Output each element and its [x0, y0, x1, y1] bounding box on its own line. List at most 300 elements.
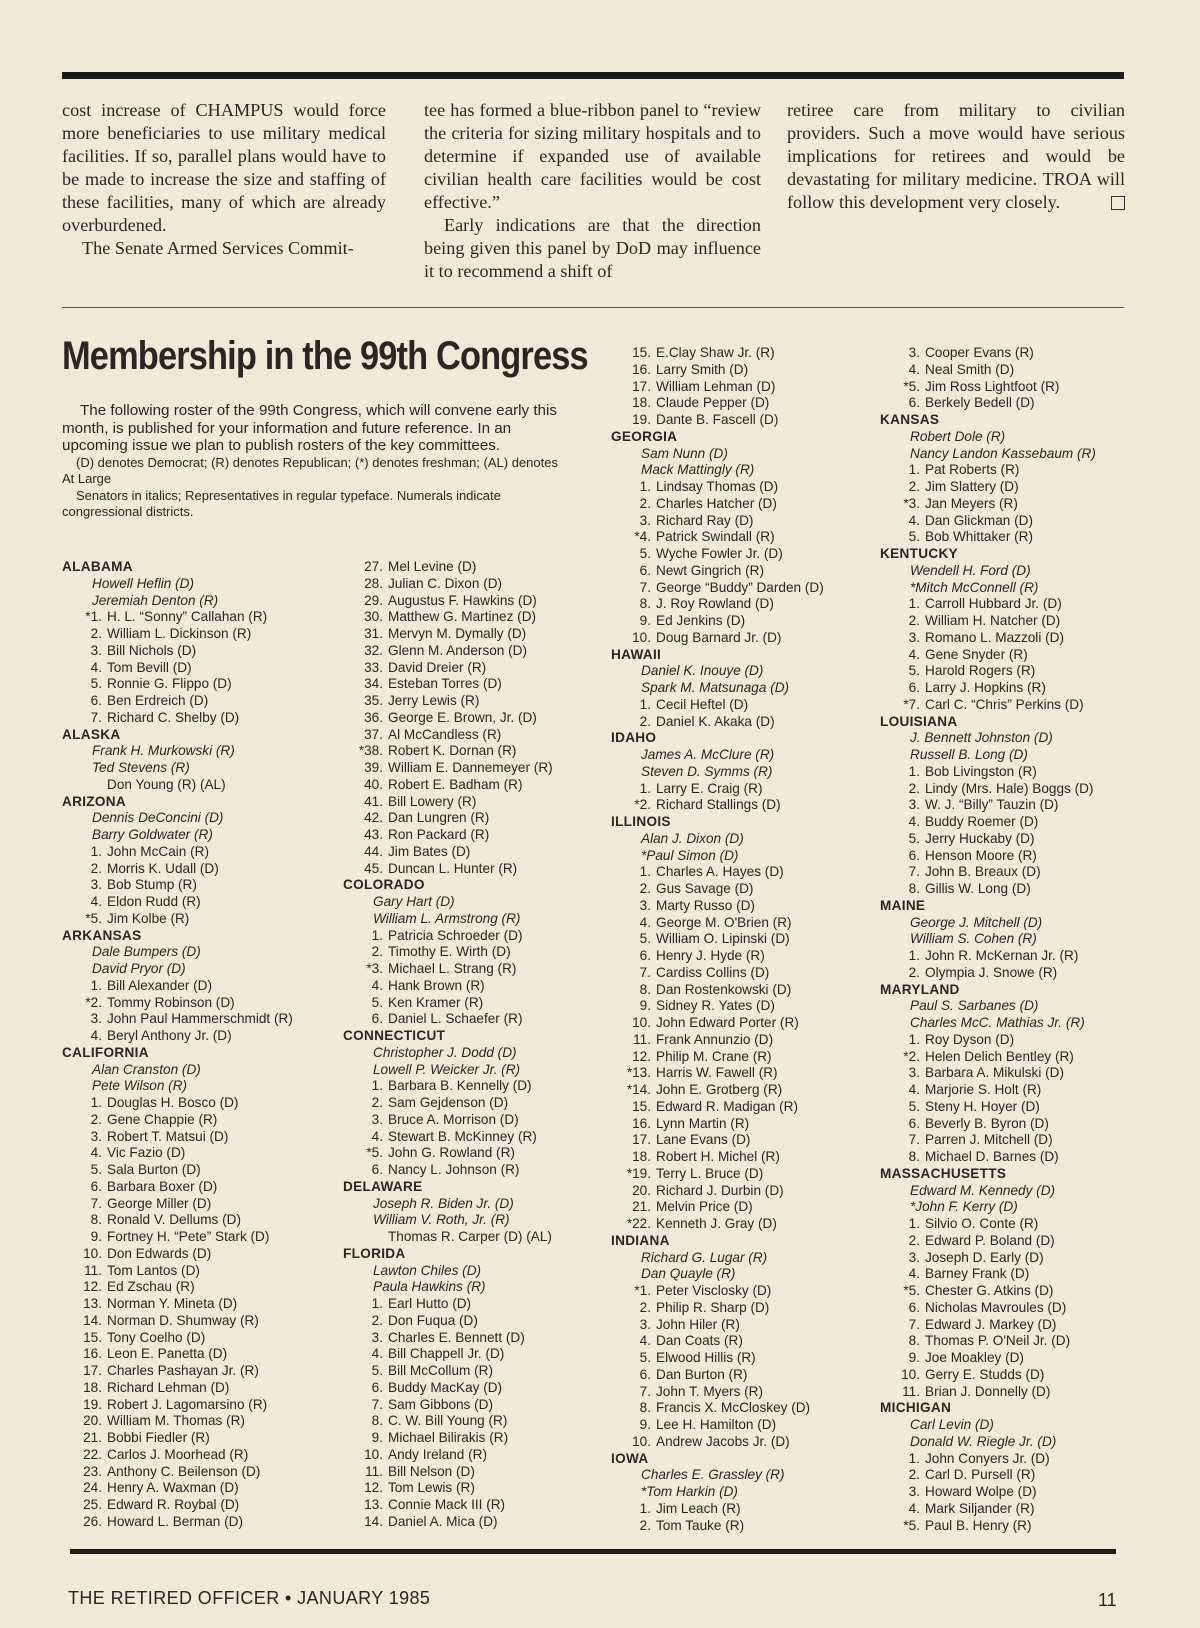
representative-entry: [880, 663, 1130, 680]
representative-entry: [880, 1317, 1130, 1334]
district-number: 5.: [639, 546, 651, 561]
representative-name: Edward R. Roybal (D): [107, 1497, 240, 1512]
representative-entry: [611, 1149, 886, 1166]
district-number: 8.: [639, 981, 651, 997]
representative-name: C. W. Bill Young (R): [388, 1413, 508, 1429]
representative-entry: [343, 861, 605, 878]
section-divider: [62, 307, 1124, 308]
district-number: 3.: [90, 1128, 102, 1144]
representative-entry: [611, 362, 886, 379]
article-paragraph: cost increase of CHAMPUS would force more beneficiaries to use military medical facilities. If so, parallel plans would have to be made to increase the size and staffing of these facilities, many of which are already overburdened.: [62, 100, 386, 235]
representative-name: Sam Gejdenson (D): [388, 1095, 509, 1110]
representative-entry: [880, 831, 1130, 848]
district-number: 20.: [83, 1413, 102, 1429]
senator-entry: Lawton Chiles (D): [373, 1262, 482, 1278]
representative-name: Henry A. Waxman (D): [107, 1480, 239, 1496]
district-number: *4.: [634, 529, 651, 545]
representative-name: Vic Fazio (D): [107, 1145, 186, 1161]
representative-entry: [880, 1518, 1130, 1535]
district-number: 21.: [83, 1430, 102, 1445]
representative-entry: [62, 1480, 347, 1497]
district-number: 10.: [632, 1433, 651, 1449]
representative-entry: [880, 864, 1130, 881]
district-number: 14.: [83, 1312, 102, 1328]
representative-entry: [611, 881, 886, 898]
district-number: 3.: [908, 1065, 920, 1081]
district-number: 5.: [908, 830, 920, 846]
representative-name: Ronald V. Dellums (D): [107, 1212, 241, 1228]
district-number: 8.: [908, 1333, 920, 1349]
district-number: 2.: [908, 1232, 920, 1248]
representative-name: Robert T. Matsui (D): [107, 1128, 229, 1144]
representative-entry: [62, 1330, 347, 1347]
representative-entry: [611, 1367, 886, 1384]
representative-entry: [611, 513, 886, 530]
representative-entry: [611, 697, 886, 714]
state-heading: MARYLAND: [880, 981, 960, 997]
district-number: 4.: [908, 1500, 920, 1516]
representative-name: Matthew G. Martinez (D): [388, 609, 537, 625]
representative-entry: [62, 1263, 347, 1280]
representative-name: George M. O'Brien (R): [656, 914, 792, 930]
representative-name: Norman Y. Mineta (D): [107, 1296, 238, 1311]
representative-name: Bill Lowery (R): [388, 793, 477, 809]
representative-entry: [62, 1145, 347, 1162]
representative-name: Harris W. Fawell (R): [656, 1065, 778, 1081]
district-number: 2.: [639, 881, 651, 896]
district-number: 7.: [908, 864, 920, 880]
representative-name: Michael L. Strang (R): [388, 961, 517, 976]
district-number: 34.: [364, 676, 383, 692]
senator-entry: J. Bennett Johnston (D): [910, 730, 1053, 746]
representative-entry: [62, 995, 347, 1012]
district-number: *1.: [634, 1283, 651, 1298]
district-number: 2.: [639, 713, 651, 729]
representative-entry: [343, 1413, 605, 1430]
representative-name: Mark Siljander (R): [925, 1500, 1035, 1516]
issue-date: JANUARY 1985: [297, 1588, 431, 1608]
representative-name: Dan Burton (R): [656, 1366, 748, 1382]
senator-entry: Edward M. Kennedy (D): [910, 1182, 1056, 1198]
district-number: 45.: [364, 860, 383, 876]
representative-name: Mel Levine (D): [388, 559, 477, 574]
representative-entry: [611, 1082, 886, 1099]
representative-entry: [62, 777, 347, 794]
district-number: 3.: [639, 1316, 651, 1332]
representative-name: Hank Brown (R): [388, 977, 485, 993]
representative-name: Terry L. Bruce (D): [656, 1165, 764, 1181]
district-number: 7.: [908, 1132, 920, 1148]
representative-name: Bruce A. Morrison (D): [388, 1111, 519, 1127]
district-number: 3.: [90, 642, 102, 658]
district-number: 37.: [364, 726, 383, 742]
representative-entry: [62, 1162, 347, 1179]
representative-entry: [62, 1095, 347, 1112]
district-number: *13.: [626, 1065, 651, 1081]
state-heading: KENTUCKY: [880, 546, 958, 561]
district-number: 17.: [632, 1132, 651, 1148]
district-number: 10.: [632, 1015, 651, 1030]
representative-name: Roy Dyson (D): [925, 1031, 1015, 1047]
representative-entry: [343, 1430, 605, 1447]
representative-entry: [343, 1464, 605, 1481]
district-number: *2.: [903, 1048, 920, 1064]
representative-name: Carl C. “Chris” Perkins (D): [925, 696, 1084, 712]
representative-name: John Hiler (R): [656, 1316, 740, 1332]
district-number: 4.: [90, 894, 102, 909]
representative-entry: [62, 1497, 347, 1514]
district-number: [62, 777, 102, 794]
district-number: 2.: [639, 495, 651, 511]
representative-entry: [880, 1032, 1130, 1049]
representative-name: Edward P. Boland (D): [925, 1232, 1055, 1248]
district-number: 5.: [908, 1098, 920, 1114]
publication-name: THE RETIRED OFFICER: [68, 1588, 280, 1608]
district-number: 5.: [371, 994, 383, 1010]
representative-entry: [611, 948, 886, 965]
representative-name: Carroll Hubbard Jr. (D): [925, 596, 1062, 612]
representative-name: Charles A. Hayes (D): [656, 864, 784, 880]
senator-entry: *Mitch McConnell (R): [910, 579, 1039, 595]
senator-entry: Alan Cranston (D): [92, 1061, 201, 1077]
district-number: 29.: [364, 592, 383, 608]
senator-entry: Richard G. Lugar (R): [641, 1249, 768, 1265]
representative-entry: [62, 676, 347, 693]
district-number: 3.: [371, 1329, 383, 1345]
representative-name: Buddy MacKay (D): [388, 1379, 503, 1395]
representative-entry: [611, 580, 886, 597]
representative-entry: [62, 1212, 347, 1229]
representative-name: J. Roy Rowland (D): [656, 596, 774, 612]
representative-name: Richard J. Durbin (D): [656, 1182, 784, 1198]
representative-name: Barney Frank (D): [925, 1266, 1030, 1282]
representative-name: Ben Erdreich (D): [107, 693, 209, 708]
district-number: 6.: [90, 693, 102, 708]
representative-name: Augustus F. Hawkins (D): [388, 592, 537, 608]
representative-name: John B. Breaux (D): [925, 864, 1041, 880]
representative-name: Harold Rogers (R): [925, 663, 1036, 679]
district-number: 7.: [90, 709, 102, 725]
representative-entry: [343, 1380, 605, 1397]
district-number: *2.: [634, 797, 651, 813]
representative-entry: [611, 998, 886, 1015]
representative-entry: [343, 1129, 605, 1146]
representative-entry: [611, 898, 886, 915]
state-heading: COLORADO: [343, 877, 425, 893]
senator-entry: Mack Mattingly (R): [641, 462, 755, 478]
representative-name: William M. Thomas (R): [107, 1413, 245, 1429]
representative-name: H. L. “Sonny” Callahan (R): [107, 609, 268, 625]
senator-entry: Paul S. Sarbanes (D): [910, 998, 1039, 1014]
bottom-rule: [70, 1549, 1116, 1554]
representative-name: George E. Brown, Jr. (D): [388, 709, 537, 725]
representative-entry: [880, 462, 1130, 479]
district-number: 3.: [908, 1249, 920, 1265]
district-number: 18.: [83, 1379, 102, 1395]
state-heading: IOWA: [611, 1450, 649, 1466]
representative-name: Gene Chappie (R): [107, 1111, 218, 1127]
representative-name: Richard Lehman (D): [107, 1379, 230, 1395]
representative-name: Charles Hatcher (D): [656, 495, 777, 511]
district-number: 14.: [364, 1513, 383, 1529]
district-number: 9.: [908, 1350, 920, 1365]
district-number: 1.: [371, 927, 383, 943]
district-number: 8.: [639, 1400, 651, 1416]
representative-entry: [611, 1417, 886, 1434]
representative-entry: [343, 827, 605, 844]
district-number: 15.: [632, 345, 651, 360]
state-heading: ARKANSAS: [62, 927, 142, 943]
representative-name: Sam Gibbons (D): [388, 1396, 494, 1412]
senator-entry: Pete Wilson (R): [92, 1078, 188, 1094]
representative-name: Ken Kramer (R): [388, 994, 484, 1010]
representative-name: Ed Jenkins (D): [656, 613, 746, 628]
representative-name: Timothy E. Wirth (D): [388, 944, 511, 960]
senator-entry: Russell B. Long (D): [910, 747, 1028, 762]
representative-name: Lindy (Mrs. Hale) Boggs (D): [925, 780, 1094, 796]
representative-entry: [880, 596, 1130, 613]
representative-name: Daniel A. Mica (D): [388, 1513, 498, 1529]
district-number: 7.: [639, 964, 651, 980]
representative-entry: [62, 660, 347, 677]
representative-entry: [343, 1480, 605, 1497]
representative-name: William Lehman (D): [656, 378, 776, 394]
representative-name: Jim Kolbe (R): [107, 910, 190, 926]
representative-name: Thomas P. O'Neil Jr. (D): [925, 1333, 1071, 1349]
representative-entry: [611, 1199, 886, 1216]
state-heading: IDAHO: [611, 730, 657, 746]
representative-name: Bill Nichols (D): [107, 642, 197, 658]
state-heading: ARIZONA: [62, 793, 127, 809]
representative-entry: [611, 1400, 886, 1417]
representative-entry: [611, 1116, 886, 1133]
district-number: 6.: [371, 1011, 383, 1027]
representative-entry: [611, 1350, 886, 1367]
district-number: 2.: [371, 944, 383, 960]
representative-entry: [880, 1367, 1130, 1384]
representative-name: Larry J. Hopkins (R): [925, 680, 1046, 695]
representative-entry: [611, 1317, 886, 1334]
roster-column-2: [343, 559, 605, 1531]
district-number: 2.: [908, 964, 920, 980]
district-number: 2.: [908, 1467, 920, 1483]
district-number: 43.: [364, 827, 383, 842]
representative-name: Beryl Anthony Jr. (D): [107, 1028, 232, 1043]
senator-entry: Dennis DeConcini (D): [92, 810, 224, 826]
representative-entry: [880, 1333, 1130, 1350]
representative-entry: [611, 395, 886, 412]
representative-entry: [611, 563, 886, 580]
representative-entry: [343, 643, 605, 660]
representative-entry: [611, 797, 886, 814]
representative-entry: [880, 1501, 1130, 1518]
representative-name: Marty Russo (D): [656, 897, 755, 913]
representative-entry: [343, 576, 605, 593]
district-number: 16.: [632, 1115, 651, 1131]
representative-entry: [611, 982, 886, 999]
representative-name: Daniel L. Schaefer (R): [388, 1011, 523, 1027]
representative-name: Kenneth J. Gray (D): [656, 1216, 777, 1231]
district-number: 18.: [632, 395, 651, 411]
district-number: 10.: [632, 629, 651, 645]
representative-name: Carlos J. Moorhead (R): [107, 1446, 249, 1462]
representative-entry: [343, 961, 605, 978]
representative-entry: [611, 630, 886, 647]
representative-name: Neal Smith (D): [925, 361, 1015, 377]
article-column-2: [424, 99, 761, 283]
representative-name: Howard Wolpe (D): [925, 1484, 1037, 1499]
representative-name: Ronnie G. Flippo (D): [107, 676, 232, 692]
representative-entry: [880, 1384, 1130, 1401]
district-number: *5.: [366, 1145, 383, 1161]
district-number: 5.: [371, 1363, 383, 1378]
representative-name: Daniel K. Akaka (D): [656, 713, 775, 729]
senator-entry: Robert Dole (R): [910, 428, 1006, 444]
representative-name: Philip M. Crane (R): [656, 1048, 772, 1064]
representative-name: Don Fuqua (D): [388, 1312, 478, 1328]
representative-name: Michael D. Barnes (D): [925, 1149, 1059, 1164]
legend-text: (D) denotes Democrat; (R) denotes Republican; (*) denotes freshman; (AL) denotes At Large: [62, 454, 558, 487]
district-number: 4.: [908, 646, 920, 662]
representative-entry: [880, 529, 1130, 546]
senator-entry: Joseph R. Biden Jr. (D): [373, 1195, 514, 1211]
representative-entry: [62, 609, 347, 626]
district-number: 8.: [639, 596, 651, 612]
representative-name: Patricia Schroeder (D): [388, 927, 523, 943]
district-number: 15.: [83, 1329, 102, 1345]
district-number: 10.: [901, 1366, 920, 1382]
representative-entry: [611, 1065, 886, 1082]
district-number: 41.: [364, 793, 383, 809]
representative-name: George “Buddy” Darden (D): [656, 579, 824, 595]
representative-entry: [611, 864, 886, 881]
district-number: 2.: [371, 1312, 383, 1328]
representative-name: Ed Zschau (R): [107, 1279, 195, 1295]
representative-entry: [62, 1229, 347, 1246]
representative-entry: [880, 797, 1130, 814]
representative-name: Mervyn M. Dymally (D): [388, 626, 527, 641]
representative-entry: [880, 1350, 1130, 1367]
district-number: 2.: [908, 479, 920, 494]
representative-entry: [343, 693, 605, 710]
representative-entry: [880, 496, 1130, 513]
district-number: 1.: [908, 1450, 920, 1466]
representative-name: Doug Barnard Jr. (D): [656, 629, 782, 645]
representative-name: Jim Slattery (D): [925, 479, 1019, 494]
representative-name: Don Edwards (D): [107, 1245, 212, 1261]
representative-entry: [611, 496, 886, 513]
district-number: 1.: [908, 462, 920, 478]
representative-name: William O. Lipinski (D): [656, 931, 790, 947]
representative-name: Philip R. Sharp (D): [656, 1299, 770, 1315]
roster-column-4: [880, 345, 1130, 1534]
senator-entry: George J. Mitchell (D): [910, 914, 1043, 930]
representative-entry: [880, 1266, 1130, 1283]
representative-name: William L. Dickinson (R): [107, 626, 252, 641]
representative-entry: [611, 781, 886, 798]
representative-entry: [62, 1028, 347, 1045]
article-paragraph: retiree care from military to civilian providers. Such a move would have serious implications for retirees and would be devastating for military medicine. TROA will follow this development very closely.: [787, 100, 1125, 212]
district-number: 1.: [639, 780, 651, 796]
representative-name: Richard C. Shelby (D): [107, 709, 240, 725]
district-number: [343, 1229, 383, 1246]
representative-name: Wyche Fowler Jr. (D): [656, 546, 783, 561]
representative-name: Jerry Lewis (R): [388, 693, 480, 708]
senator-entry: William V. Roth, Jr. (R): [373, 1212, 510, 1228]
district-number: 3.: [908, 345, 920, 360]
district-number: 33.: [364, 659, 383, 675]
district-number: 6.: [908, 680, 920, 695]
district-number: *14.: [626, 1082, 651, 1097]
district-number: 4.: [639, 914, 651, 930]
district-number: 9.: [639, 1417, 651, 1432]
representative-entry: [880, 513, 1130, 530]
typeface-note: Senators in italics; Representatives in regular typeface. Numerals indicate congressional districts.: [62, 487, 501, 520]
representative-entry: [880, 764, 1130, 781]
representative-name: Robert H. Michel (R): [656, 1149, 780, 1164]
footer-publication: [68, 1588, 430, 1609]
senator-entry: Charles E. Grassley (R): [641, 1467, 785, 1483]
district-number: 13.: [364, 1497, 383, 1512]
representative-entry: [611, 345, 886, 362]
district-number: 6.: [639, 1366, 651, 1382]
representative-name: Dan Coats (R): [656, 1333, 743, 1349]
representative-entry: [611, 596, 886, 613]
representative-entry: [62, 877, 347, 894]
roster-column-1: [62, 559, 347, 1531]
representative-entry: [62, 1447, 347, 1464]
district-number: 6.: [908, 395, 920, 411]
representative-entry: [611, 479, 886, 496]
representative-entry: [343, 676, 605, 693]
representative-name: Stewart B. McKinney (R): [388, 1128, 537, 1144]
representative-name: Sidney R. Yates (D): [656, 998, 775, 1014]
senator-entry: Lowell P. Weicker Jr. (R): [373, 1061, 521, 1077]
representative-name: George Miller (D): [107, 1195, 212, 1211]
district-number: 2.: [90, 1111, 102, 1127]
representative-entry: [880, 1250, 1130, 1267]
district-number: *5.: [85, 910, 102, 926]
district-number: 1.: [908, 596, 920, 612]
senator-entry: Sam Nunn (D): [641, 445, 728, 461]
representative-name: Parren J. Mitchell (D): [925, 1132, 1053, 1148]
representative-entry: [880, 1049, 1130, 1066]
district-number: 6.: [908, 847, 920, 863]
senator-entry: William S. Cohen (R): [910, 931, 1037, 947]
representative-entry: [611, 1384, 886, 1401]
representative-name: Barbara Boxer (D): [107, 1178, 218, 1194]
district-number: 4.: [371, 1346, 383, 1362]
state-heading: FLORIDA: [343, 1245, 406, 1261]
district-number: 30.: [364, 609, 383, 625]
representative-entry: [343, 944, 605, 961]
senator-entry: Frank H. Murkowski (R): [92, 743, 235, 759]
representative-name: Claude Pepper (D): [656, 395, 770, 411]
district-number: 3.: [908, 1484, 920, 1499]
district-number: 6.: [639, 562, 651, 578]
representative-entry: [62, 1246, 347, 1263]
representative-name: Peter Visclosky (D): [656, 1283, 772, 1298]
representative-name: Barbara B. Kennelly (D): [388, 1078, 532, 1094]
representative-entry: [62, 1112, 347, 1129]
district-number: 12.: [364, 1480, 383, 1496]
representative-entry: [611, 1183, 886, 1200]
representative-name: Connie Mack III (R): [388, 1497, 506, 1512]
district-number: *3.: [903, 495, 920, 511]
representative-name: John T. Myers (R): [656, 1383, 764, 1399]
district-number: 5.: [639, 1350, 651, 1365]
representative-name: Nicholas Mavroules (D): [925, 1299, 1067, 1315]
